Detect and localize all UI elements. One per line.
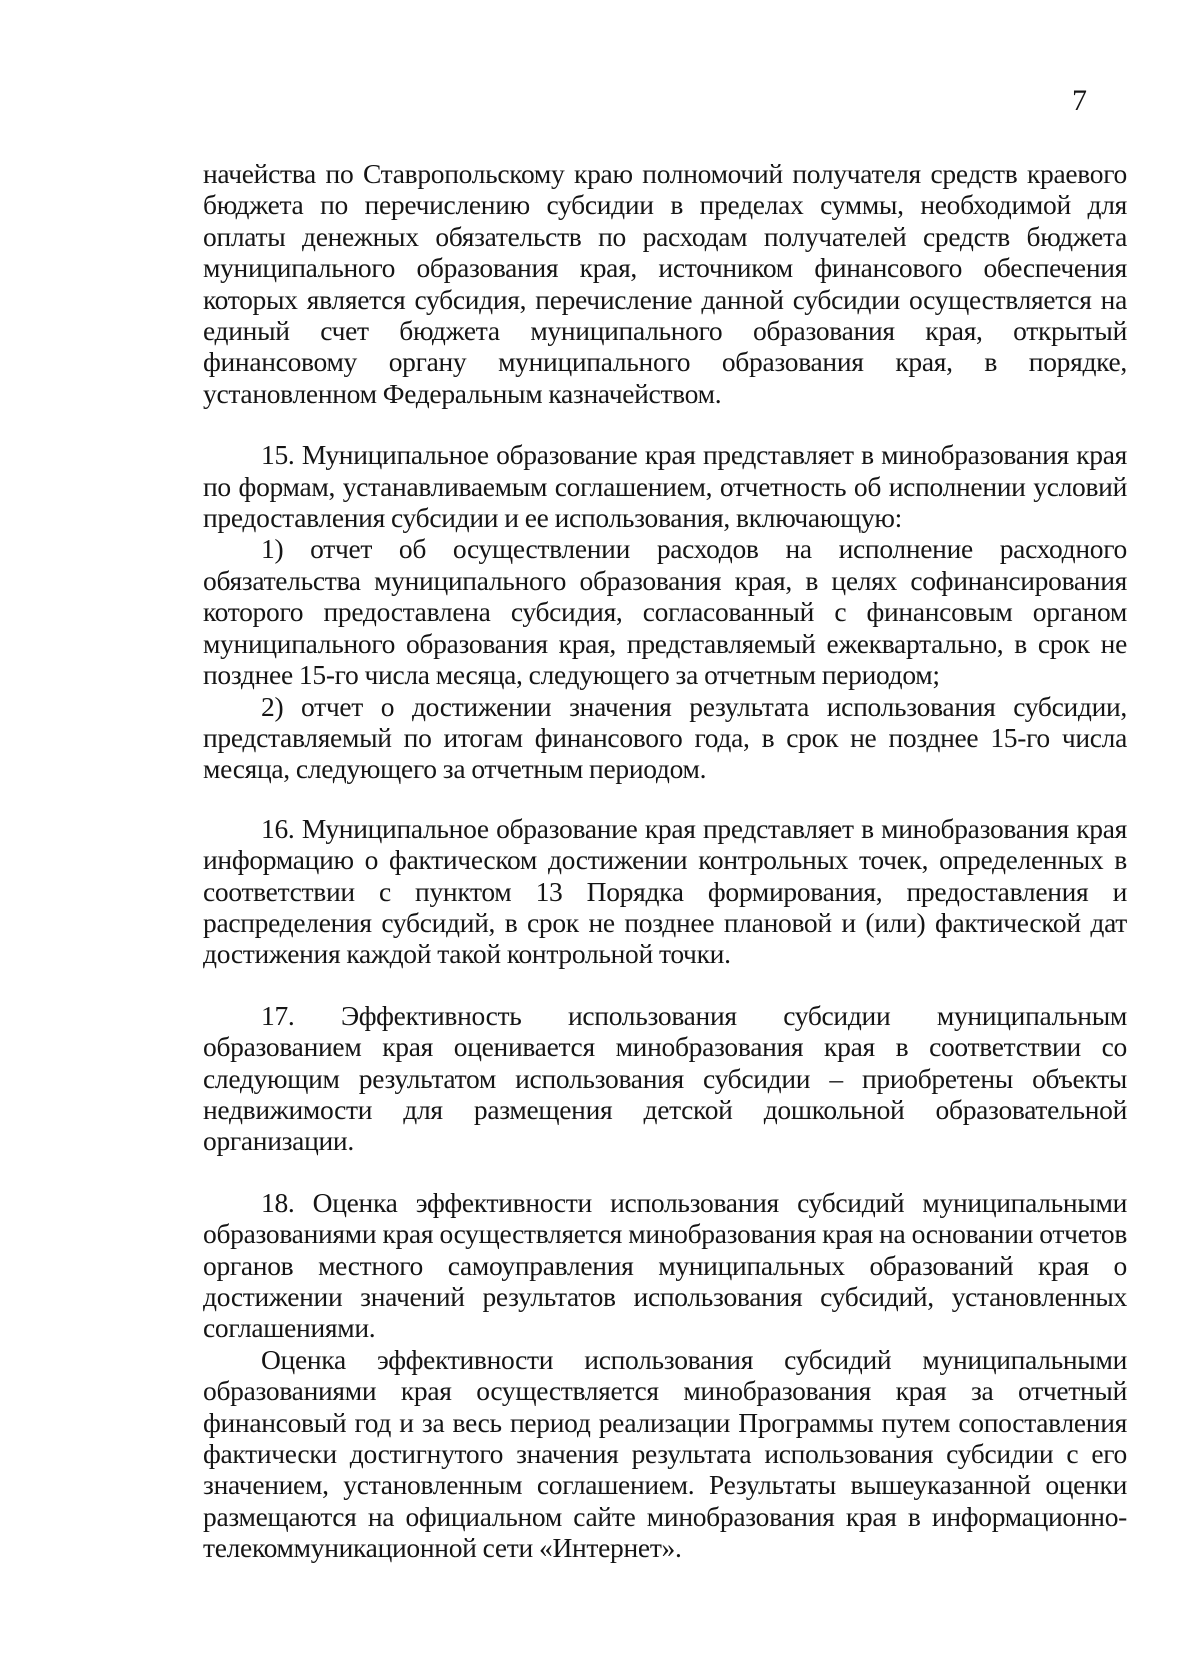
paragraph-item-15: 15. Муниципальное образование края представляет в минобразования края по формам, устанавливаемым соглашением, отчетность об исполнении условий предоставления субсидии и ее использования, включающую:: [203, 439, 1127, 534]
paragraph-subitem-2: 2) отчет о достижении значения результата использования субсидии, представляемый по итогам финансового года, в срок не позднее 15-го числа месяца, следующего за отчетным периодом.: [203, 690, 1127, 785]
paragraph-item-16: 16. Муниципальное образование края представляет в минобразования края информацию о фактическом достижении контрольных точек, определенных в соответствии с пунктом 13 Порядка формирования, предоставления и распределения субсидий, в срок не позднее плановой и (или) фактической дат достижения каждой такой контрольной точки.: [203, 812, 1127, 970]
paragraph-subitem-1: 1) отчет об осуществлении расходов на исполнение расходного обязательства муниципального образования края, в целях софинансирования которого предоставлена субсидия, согласованный с финансовым органом муниципального образования края, представляемый ежеквартально, в срок не позднее 15-го числа месяца, следующего за отчетным периодом;: [203, 533, 1127, 691]
paragraph-evaluation: Оценка эффективности использования субсидий муниципальными образованиями края осуществляется минобразования края за отчетный финансовый год и за весь период реализации Программы путем сопоставления фактически достигнутого значения результата использования субсидии с его значением, установленным соглашением. Результаты вышеуказанной оценки размещаются на официальном сайте минобразования края в информационно-телекоммуникационной сети «Интернет».: [203, 1343, 1127, 1564]
page-number: 7: [1072, 84, 1087, 117]
paragraph-item-17: 17. Эффективность использования субсидии муниципальным образованием края оценивается минобразования края в соответствии со следующим результатом использования субсидии – приобретены объекты недвижимости для размещения детской дошкольной образовательной организации.: [203, 999, 1127, 1157]
document-body: [203, 158, 1127, 1564]
paragraph-item-18: 18. Оценка эффективности использования субсидий муниципальными образованиями края осуществляется минобразования края на основании отчетов органов местного самоуправления муниципальных образований края о достижении значений результатов использования субсидий, установленных соглашениями.: [203, 1186, 1127, 1344]
paragraph-continuation: начейства по Ставропольскому краю полномочий получателя средств краевого бюджета по перечислению субсидии в пределах суммы, необходимой для оплаты денежных обязательств по расходам получателей средств бюджета муниципального образования края, источником финансового обеспечения которых является субсидия, перечисление данной субсидии осуществляется на единый счет бюджета муниципального образования края, открытый финансовому органу муниципального образования края, в порядке, установленном Федеральным казначейством.: [203, 158, 1127, 409]
